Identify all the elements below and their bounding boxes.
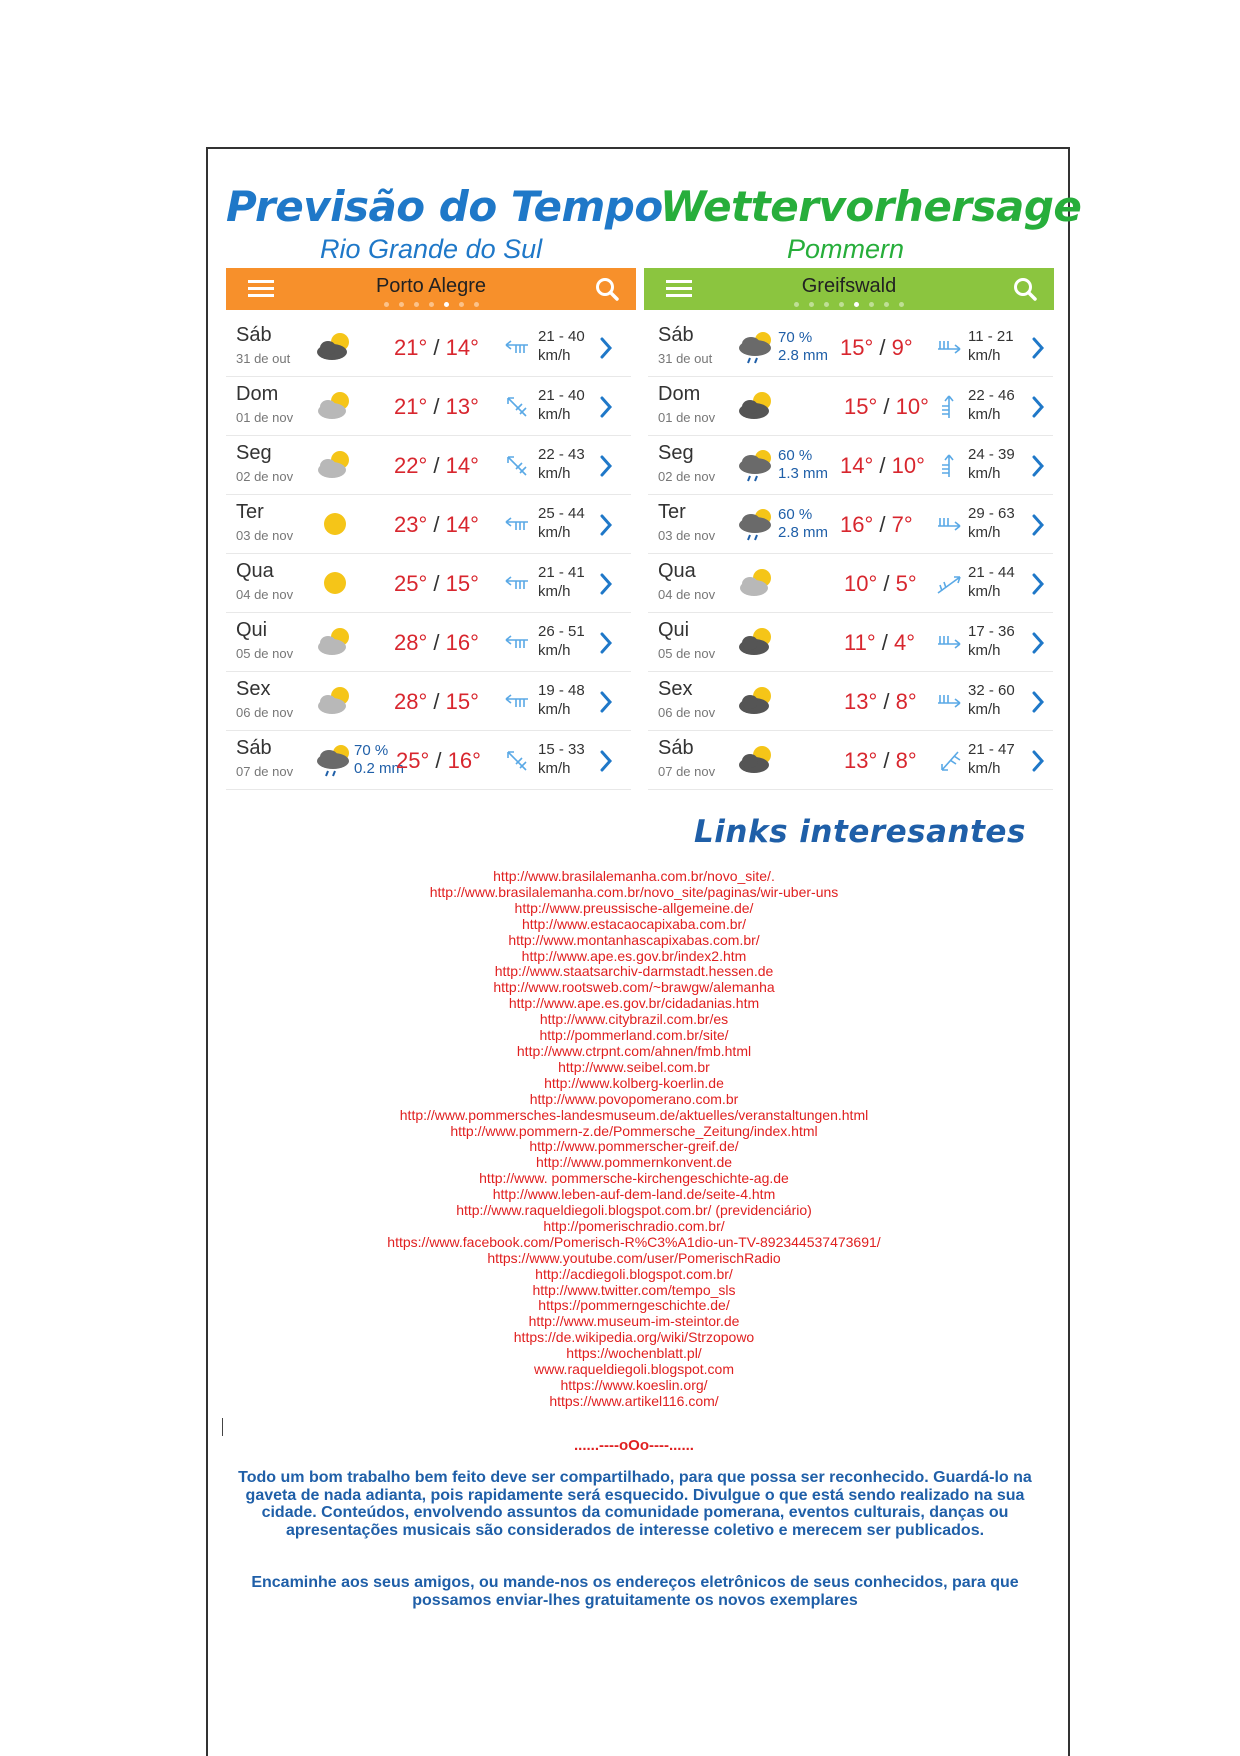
wind-range: 21 - 40	[538, 328, 585, 345]
link-item[interactable]: http://www.twitter.com/tempo_sls	[532, 1281, 736, 1298]
chevron-right-icon[interactable]	[598, 571, 614, 597]
temp-low: 10°	[895, 394, 929, 419]
partly-cloudy-icon	[314, 389, 356, 423]
page-indicator	[644, 302, 1054, 307]
wind-speed	[538, 386, 585, 424]
day-date: 06 de nov	[658, 705, 716, 720]
wind-east-icon	[934, 512, 964, 538]
day-name: Sex	[658, 678, 693, 700]
wind-speed	[538, 563, 585, 601]
temp-high: 16°	[840, 512, 874, 537]
day-name: Ter	[236, 501, 264, 523]
forecast-row[interactable]	[226, 554, 631, 613]
day-date: 05 de nov	[236, 646, 294, 661]
link-item[interactable]: http://acdiegoli.blogspot.com.br/	[535, 1265, 733, 1282]
chevron-right-icon[interactable]	[598, 394, 614, 420]
day-date: 05 de nov	[658, 646, 716, 661]
temp-high: 15°	[844, 394, 878, 419]
temperature: 13° / 8°	[844, 748, 917, 773]
link-item[interactable]: http://www.pommern-z.de/Pommersche_Zeitung/index.html	[450, 1122, 818, 1139]
forecast-row[interactable]	[226, 672, 631, 731]
link-item[interactable]: http://www.brasilalemanha.com.br/novo_site/.	[493, 868, 775, 884]
forecast-row[interactable]	[648, 731, 1053, 790]
wind-southwest-icon	[934, 748, 964, 774]
day-date: 07 de nov	[236, 764, 294, 779]
day-name: Dom	[236, 383, 279, 405]
app-bar-porto-alegre	[226, 268, 636, 310]
temperature: 22° / 14°	[394, 453, 479, 478]
temperature: 16° / 7°	[840, 512, 913, 537]
partly-cloudy-dark-icon	[314, 330, 356, 364]
wind-speed	[968, 740, 1015, 778]
forecast-row[interactable]	[648, 495, 1053, 554]
link-item[interactable]: www.raqueldiegoli.blogspot.com	[534, 1361, 734, 1378]
wind-unit: km/h	[968, 465, 1001, 482]
temperature: 23° / 14°	[394, 512, 479, 537]
temp-low: 16°	[447, 748, 481, 773]
partly-cloudy-dark-icon	[736, 625, 778, 659]
link-item[interactable]: https://de.wikipedia.org/wiki/Strzopowo	[513, 1329, 755, 1346]
city-name[interactable]: Greifswald	[801, 275, 897, 297]
precipitation-amount: 1.3 mm	[778, 465, 829, 482]
wind-unit: km/h	[538, 406, 571, 423]
link-item[interactable]: http://www.ape.es.gov.br/index2.htm	[521, 947, 747, 964]
chevron-right-icon[interactable]	[598, 512, 614, 538]
wind-east-icon	[934, 689, 964, 715]
chevron-right-icon[interactable]	[1030, 571, 1046, 597]
temp-low: 13°	[445, 394, 479, 419]
temp-low: 4°	[893, 630, 916, 655]
wind-speed	[968, 386, 1015, 424]
wind-west-icon	[502, 335, 532, 361]
wind-northeast-icon	[934, 571, 964, 597]
wind-speed	[538, 681, 585, 719]
temp-low: 14°	[445, 512, 479, 537]
wind-range: 15 - 33	[538, 741, 585, 758]
forecast-row[interactable]	[648, 377, 1053, 436]
day-date: 07 de nov	[658, 764, 716, 779]
day-name: Sáb	[236, 324, 272, 346]
day-date: 31 de out	[236, 351, 291, 366]
link-item[interactable]: http://pommerland.com.br/site/	[539, 1027, 729, 1044]
precipitation-chance: 60 %	[778, 447, 813, 464]
wind-unit: km/h	[538, 347, 571, 364]
day-name: Seg	[658, 442, 694, 464]
day-name: Qui	[236, 619, 268, 641]
forecast-row[interactable]	[648, 554, 1053, 613]
wind-speed	[968, 563, 1015, 601]
temperature: 28° / 16°	[394, 630, 479, 655]
sun-icon	[314, 566, 356, 600]
temp-high: 13°	[844, 748, 878, 773]
day-name: Sáb	[658, 737, 694, 759]
temp-low: 14°	[445, 453, 479, 478]
link-item[interactable]: http://www.staatsarchiv-darmstadt.hessen.de	[494, 963, 774, 980]
day-name: Ter	[658, 501, 686, 523]
link-item[interactable]: http://www.preussische-allgemeine.de/	[514, 899, 754, 916]
link-item[interactable]: https://pommerngeschichte.de/	[538, 1297, 730, 1314]
temp-high: 11°	[844, 630, 876, 655]
temp-high: 21°	[394, 335, 428, 360]
wind-range: 21 - 40	[538, 387, 585, 404]
wind-speed	[968, 445, 1015, 483]
partly-cloudy-dark-icon	[736, 743, 778, 777]
partly-cloudy-icon	[314, 448, 356, 482]
precipitation	[778, 329, 828, 365]
temperature: 15° / 10°	[844, 394, 929, 419]
rain-cloud-icon	[736, 448, 778, 482]
chevron-right-icon[interactable]	[598, 630, 614, 656]
link-item[interactable]: https://wochenblatt.pl/	[566, 1345, 702, 1362]
temp-high: 15°	[840, 335, 874, 360]
temp-low: 16°	[445, 630, 479, 655]
region-german: Pommern	[787, 234, 905, 264]
wind-speed	[538, 504, 585, 542]
wind-speed	[968, 681, 1015, 719]
day-date: 04 de nov	[658, 587, 716, 602]
day-date: 31 de out	[658, 351, 713, 366]
forecast-list-greifswald	[648, 318, 1053, 790]
wind-range: 25 - 44	[538, 505, 585, 522]
wind-speed	[538, 327, 585, 365]
precipitation-chance: 70 %	[354, 742, 389, 759]
wind-range: 21 - 44	[968, 564, 1015, 581]
temp-low: 8°	[895, 689, 917, 714]
day-name: Qui	[658, 619, 690, 641]
wind-speed	[538, 445, 585, 483]
chevron-right-icon[interactable]	[1030, 394, 1046, 420]
wind-west-icon	[502, 630, 532, 656]
link-item[interactable]: https://www.artikel116.com/	[549, 1392, 719, 1409]
chevron-right-icon[interactable]	[598, 453, 614, 479]
link-item[interactable]: https://www.facebook.com/Pomerisch-R%C3%A1dio-un-TV-892344537473691/	[387, 1233, 881, 1250]
forecast-row[interactable]	[648, 318, 1053, 377]
day-date: 02 de nov	[658, 469, 716, 484]
temp-high: 21°	[394, 394, 428, 419]
page-indicator	[226, 302, 636, 307]
wind-unit: km/h	[968, 701, 1001, 718]
link-item[interactable]: http://www.povopomerano.com.br	[529, 1090, 739, 1107]
day-date: 03 de nov	[658, 528, 716, 543]
partly-cloudy-dark-icon	[736, 684, 778, 718]
link-item[interactable]: http://www.kolberg-koerlin.de	[544, 1074, 724, 1091]
partly-cloudy-icon	[314, 625, 356, 659]
wind-unit: km/h	[968, 524, 1001, 541]
wind-east-icon	[934, 335, 964, 361]
day-name: Sex	[236, 678, 271, 700]
link-item[interactable]: https://www.youtube.com/user/PomerischRadio	[487, 1249, 781, 1266]
temperature: 11° / 4°	[844, 630, 916, 655]
link-item[interactable]: http://www.rootsweb.com/~brawgw/alemanha	[493, 979, 775, 996]
temp-high: 14°	[840, 453, 874, 478]
day-name: Qua	[236, 560, 274, 582]
temp-low: 9°	[891, 335, 913, 360]
wind-unit: km/h	[538, 701, 571, 718]
wind-range: 24 - 39	[968, 446, 1015, 463]
wind-northwest-icon	[502, 394, 532, 420]
forecast-row[interactable]	[226, 613, 631, 672]
temperature: 25° / 16°	[396, 748, 481, 773]
link-item[interactable]: http://www.ctrpnt.com/ahnen/fmb.html	[516, 1042, 752, 1059]
temp-low: 10°	[891, 453, 925, 478]
forecast-list-porto-alegre	[226, 318, 631, 790]
partly-cloudy-dark-icon	[736, 389, 778, 423]
wind-north-icon	[934, 453, 964, 479]
temperature: 21° / 13°	[394, 394, 479, 419]
wind-range: 26 - 51	[538, 623, 585, 640]
chevron-right-icon[interactable]	[1030, 512, 1046, 538]
day-name: Dom	[658, 383, 701, 405]
temperature: 28° / 15°	[394, 689, 479, 714]
partly-cloudy-icon	[736, 566, 778, 600]
links-list	[226, 869, 1042, 1410]
wind-unit: km/h	[538, 642, 571, 659]
temp-high: 25°	[394, 571, 428, 596]
day-date: 04 de nov	[236, 587, 294, 602]
wind-east-icon	[934, 630, 964, 656]
chevron-right-icon[interactable]	[598, 689, 614, 715]
wind-unit: km/h	[968, 583, 1001, 600]
temp-high: 23°	[394, 512, 428, 537]
rain-cloud-icon	[736, 330, 778, 364]
link-item[interactable]: http://www.seibel.com.br	[558, 1058, 710, 1075]
wind-range: 21 - 41	[538, 564, 585, 581]
chevron-right-icon[interactable]	[598, 748, 614, 774]
precipitation	[778, 506, 828, 542]
precipitation-amount: 2.8 mm	[778, 524, 829, 541]
wind-range: 19 - 48	[538, 682, 585, 699]
temp-high: 28°	[394, 689, 428, 714]
wind-range: 21 - 47	[968, 741, 1015, 758]
precipitation	[778, 447, 828, 483]
wind-west-icon	[502, 689, 532, 715]
temp-low: 7°	[891, 512, 913, 537]
wind-speed	[968, 327, 1014, 365]
temperature: 21° / 14°	[394, 335, 479, 360]
wind-west-icon	[502, 571, 532, 597]
link-item[interactable]: http://www.pommersches-landesmuseum.de/aktuelles/veranstaltungen.html	[399, 1106, 869, 1123]
day-date: 06 de nov	[236, 705, 294, 720]
wind-northwest-icon	[502, 453, 532, 479]
closing-paragraph-forward: Encaminhe aos seus amigos, ou mande-nos os endereços eletrônicos de seus conhecidos, para que possamos enviar-lhes gratuitamente os novos exemplares	[251, 1574, 1019, 1609]
temperature: 10° / 5°	[844, 571, 917, 596]
precipitation-amount: 0.2 mm	[354, 760, 405, 777]
search-icon[interactable]	[1012, 276, 1038, 302]
region-portuguese: Rio Grande do Sul	[320, 234, 543, 264]
text-cursor	[222, 1418, 223, 1436]
forecast-row[interactable]	[226, 731, 631, 790]
wind-northwest-icon	[502, 748, 532, 774]
link-item[interactable]: http://www.raqueldiegoli.blogspot.com.br/ (previdenciário)	[456, 1202, 812, 1219]
temperature: 25° / 15°	[394, 571, 479, 596]
day-name: Seg	[236, 442, 272, 464]
link-item[interactable]: https://www.koeslin.org/	[560, 1377, 708, 1393]
wind-unit: km/h	[538, 524, 571, 541]
temperature: 13° / 8°	[844, 689, 917, 714]
wind-west-icon	[502, 512, 532, 538]
wind-speed	[968, 504, 1015, 542]
day-name: Sáb	[236, 737, 272, 759]
temp-high: 25°	[396, 748, 430, 773]
rain-cloud-icon	[736, 507, 778, 541]
temp-high: 22°	[394, 453, 428, 478]
temp-low: 14°	[445, 335, 479, 360]
link-item[interactable]: http://www.citybrazil.com.br/es	[539, 1011, 729, 1028]
precipitation-chance: 60 %	[778, 506, 813, 523]
rain-cloud-icon	[314, 743, 356, 777]
forecast-row[interactable]	[648, 613, 1053, 672]
title-portuguese: Previsão do Tempo	[226, 182, 663, 231]
temp-low: 5°	[895, 571, 917, 596]
wind-unit: km/h	[968, 347, 1001, 364]
wind-unit: km/h	[968, 406, 1001, 423]
temp-low: 15°	[445, 571, 479, 596]
link-item[interactable]: http://www.estacaocapixaba.com.br/	[521, 915, 747, 932]
temp-high: 13°	[844, 689, 878, 714]
chevron-right-icon[interactable]	[1030, 689, 1046, 715]
precipitation-amount: 2.8 mm	[778, 347, 829, 364]
chevron-right-icon[interactable]	[1030, 335, 1046, 361]
day-name: Sáb	[658, 324, 694, 346]
chevron-right-icon[interactable]	[1030, 630, 1046, 656]
link-item[interactable]: http://www.pommernkonvent.de	[535, 1154, 733, 1171]
forecast-row[interactable]	[648, 436, 1053, 495]
forecast-row[interactable]	[226, 377, 631, 436]
title-german: Wettervorhersage	[660, 182, 1082, 231]
link-item[interactable]: http://pomerischradio.com.br/	[543, 1217, 725, 1234]
wind-range: 17 - 36	[968, 623, 1015, 640]
temp-low: 15°	[445, 689, 479, 714]
link-item[interactable]: http://www. pommersche-kirchengeschichte-ag.de	[479, 1170, 789, 1187]
links-heading: Links interesantes	[694, 814, 1026, 850]
wind-speed	[968, 622, 1015, 660]
link-item[interactable]: http://www.leben-auf-dem-land.de/seite-4.htm	[492, 1186, 776, 1203]
wind-range: 32 - 60	[968, 682, 1015, 699]
separator: ......----oOo----......	[574, 1437, 694, 1454]
forecast-row[interactable]	[226, 436, 631, 495]
temp-low: 8°	[895, 748, 917, 773]
wind-unit: km/h	[538, 760, 571, 777]
chevron-right-icon[interactable]	[1030, 453, 1046, 479]
search-icon[interactable]	[594, 276, 620, 302]
day-name: Qua	[658, 560, 696, 582]
temp-high: 10°	[844, 571, 878, 596]
city-name[interactable]: Porto Alegre	[375, 275, 487, 297]
wind-unit: km/h	[968, 760, 1001, 777]
forecast-row[interactable]	[226, 495, 631, 554]
forecast-row[interactable]	[226, 318, 631, 377]
wind-unit: km/h	[538, 583, 571, 600]
partly-cloudy-icon	[314, 684, 356, 718]
day-date: 01 de nov	[658, 410, 716, 425]
wind-range: 11 - 21	[968, 328, 1014, 345]
wind-unit: km/h	[968, 642, 1001, 659]
sun-icon	[314, 507, 356, 541]
chevron-right-icon[interactable]	[598, 335, 614, 361]
wind-unit: km/h	[538, 465, 571, 482]
app-bar-greifswald	[644, 268, 1054, 310]
day-date: 01 de nov	[236, 410, 294, 425]
chevron-right-icon[interactable]	[1030, 748, 1046, 774]
day-date: 03 de nov	[236, 528, 294, 543]
temperature: 15° / 9°	[840, 335, 913, 360]
link-item[interactable]: http://www.montanhascapixabas.com.br/	[508, 931, 760, 948]
temp-high: 28°	[394, 630, 428, 655]
link-item[interactable]: http://www.brasilalemanha.com.br/novo_site/paginas/wir-uber-uns	[429, 883, 839, 900]
link-item[interactable]: http://www.museum-im-steintor.de	[528, 1313, 740, 1330]
wind-north-icon	[934, 394, 964, 420]
precipitation-chance: 70 %	[778, 329, 813, 346]
link-item[interactable]: http://www.pommerscher-greif.de/	[529, 1138, 739, 1155]
link-item[interactable]: http://www.ape.es.gov.br/cidadanias.htm	[508, 995, 760, 1012]
forecast-row[interactable]	[648, 672, 1053, 731]
closing-paragraph: Todo um bom trabalho bem feito deve ser compartilhado, para que possa ser reconhecido. Guardá-lo na gaveta de nada adianta, pois rapidamente será esquecido. Divulgue o que está sendo realizado na sua cidade. Conteúdos, envolvendo assuntos da comunidade pomerana, eventos culturais, danças ou apresentações musicais são considerados de interesse coletivo e merecem ser publicados.	[238, 1469, 1032, 1539]
wind-range: 29 - 63	[968, 505, 1015, 522]
wind-speed	[538, 622, 585, 660]
wind-range: 22 - 43	[538, 446, 585, 463]
wind-range: 22 - 46	[968, 387, 1015, 404]
wind-speed	[538, 740, 585, 778]
day-date: 02 de nov	[236, 469, 294, 484]
temperature: 14° / 10°	[840, 453, 925, 478]
